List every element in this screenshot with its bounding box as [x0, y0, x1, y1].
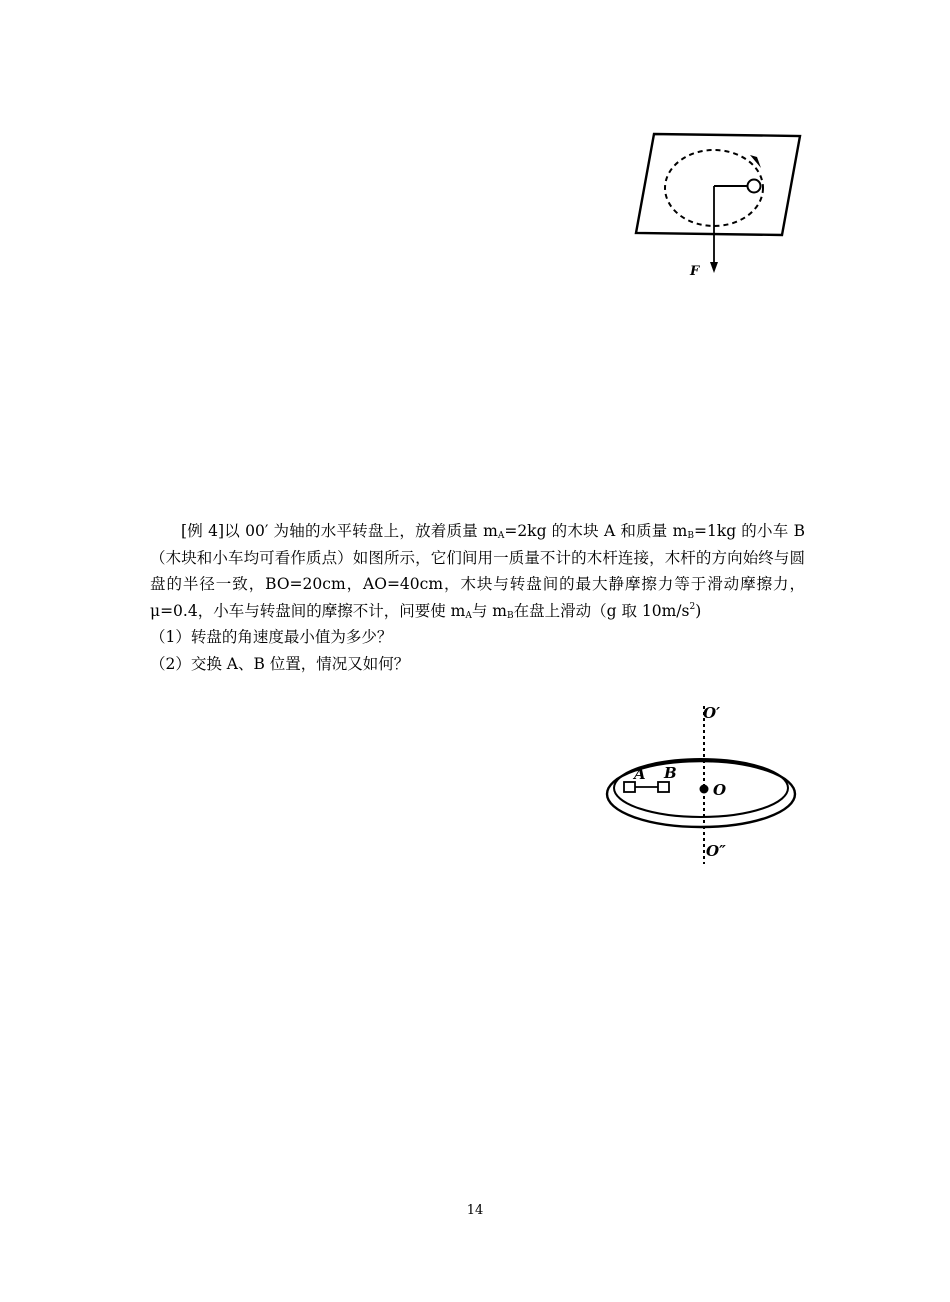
problem-statement: [例 4]以 00′ 为轴的水平转盘上，放着质量 $m_A=2kg$ 的木块 A 和质量 $m_B=1kg$ 的小车 B（木块和小车均可看作质点）如图所示，它们间用一质量不计的木杆连接，木杆的方向始终与圆盘的半径一致，BO=20cm，AO=40cm，木块与转盘间的最大静摩擦力等于滑动摩擦力，μ=0.4，小车与转盘间的摩擦不计，问要使 $m_A$与 $m_B$在盘上滑动（g 取 $10m/s^2$): [150, 522, 805, 621]
problem-block: [150, 518, 805, 678]
turntable-ab-figure: [600, 698, 805, 870]
question-2: （2）交换 A、B 位置，情况又如何？: [150, 654, 410, 673]
force-label: F: [690, 264, 700, 279]
label-b: B: [664, 764, 677, 782]
label-a: A: [634, 765, 646, 783]
question-1: （1）转盘的角速度最小值为多少？: [150, 628, 393, 647]
block-a: [624, 782, 635, 792]
label-center: O: [713, 781, 727, 799]
force-arrow-head: [710, 262, 718, 273]
label-bottom: O″: [706, 842, 726, 860]
label-top: O′: [703, 704, 721, 722]
page-number: 14: [466, 1203, 484, 1218]
center-dot: [700, 785, 709, 794]
ball: [748, 180, 761, 193]
rotation-arrow: [750, 155, 761, 168]
turntable-string-figure: [630, 128, 810, 280]
cart-b: [658, 782, 669, 792]
